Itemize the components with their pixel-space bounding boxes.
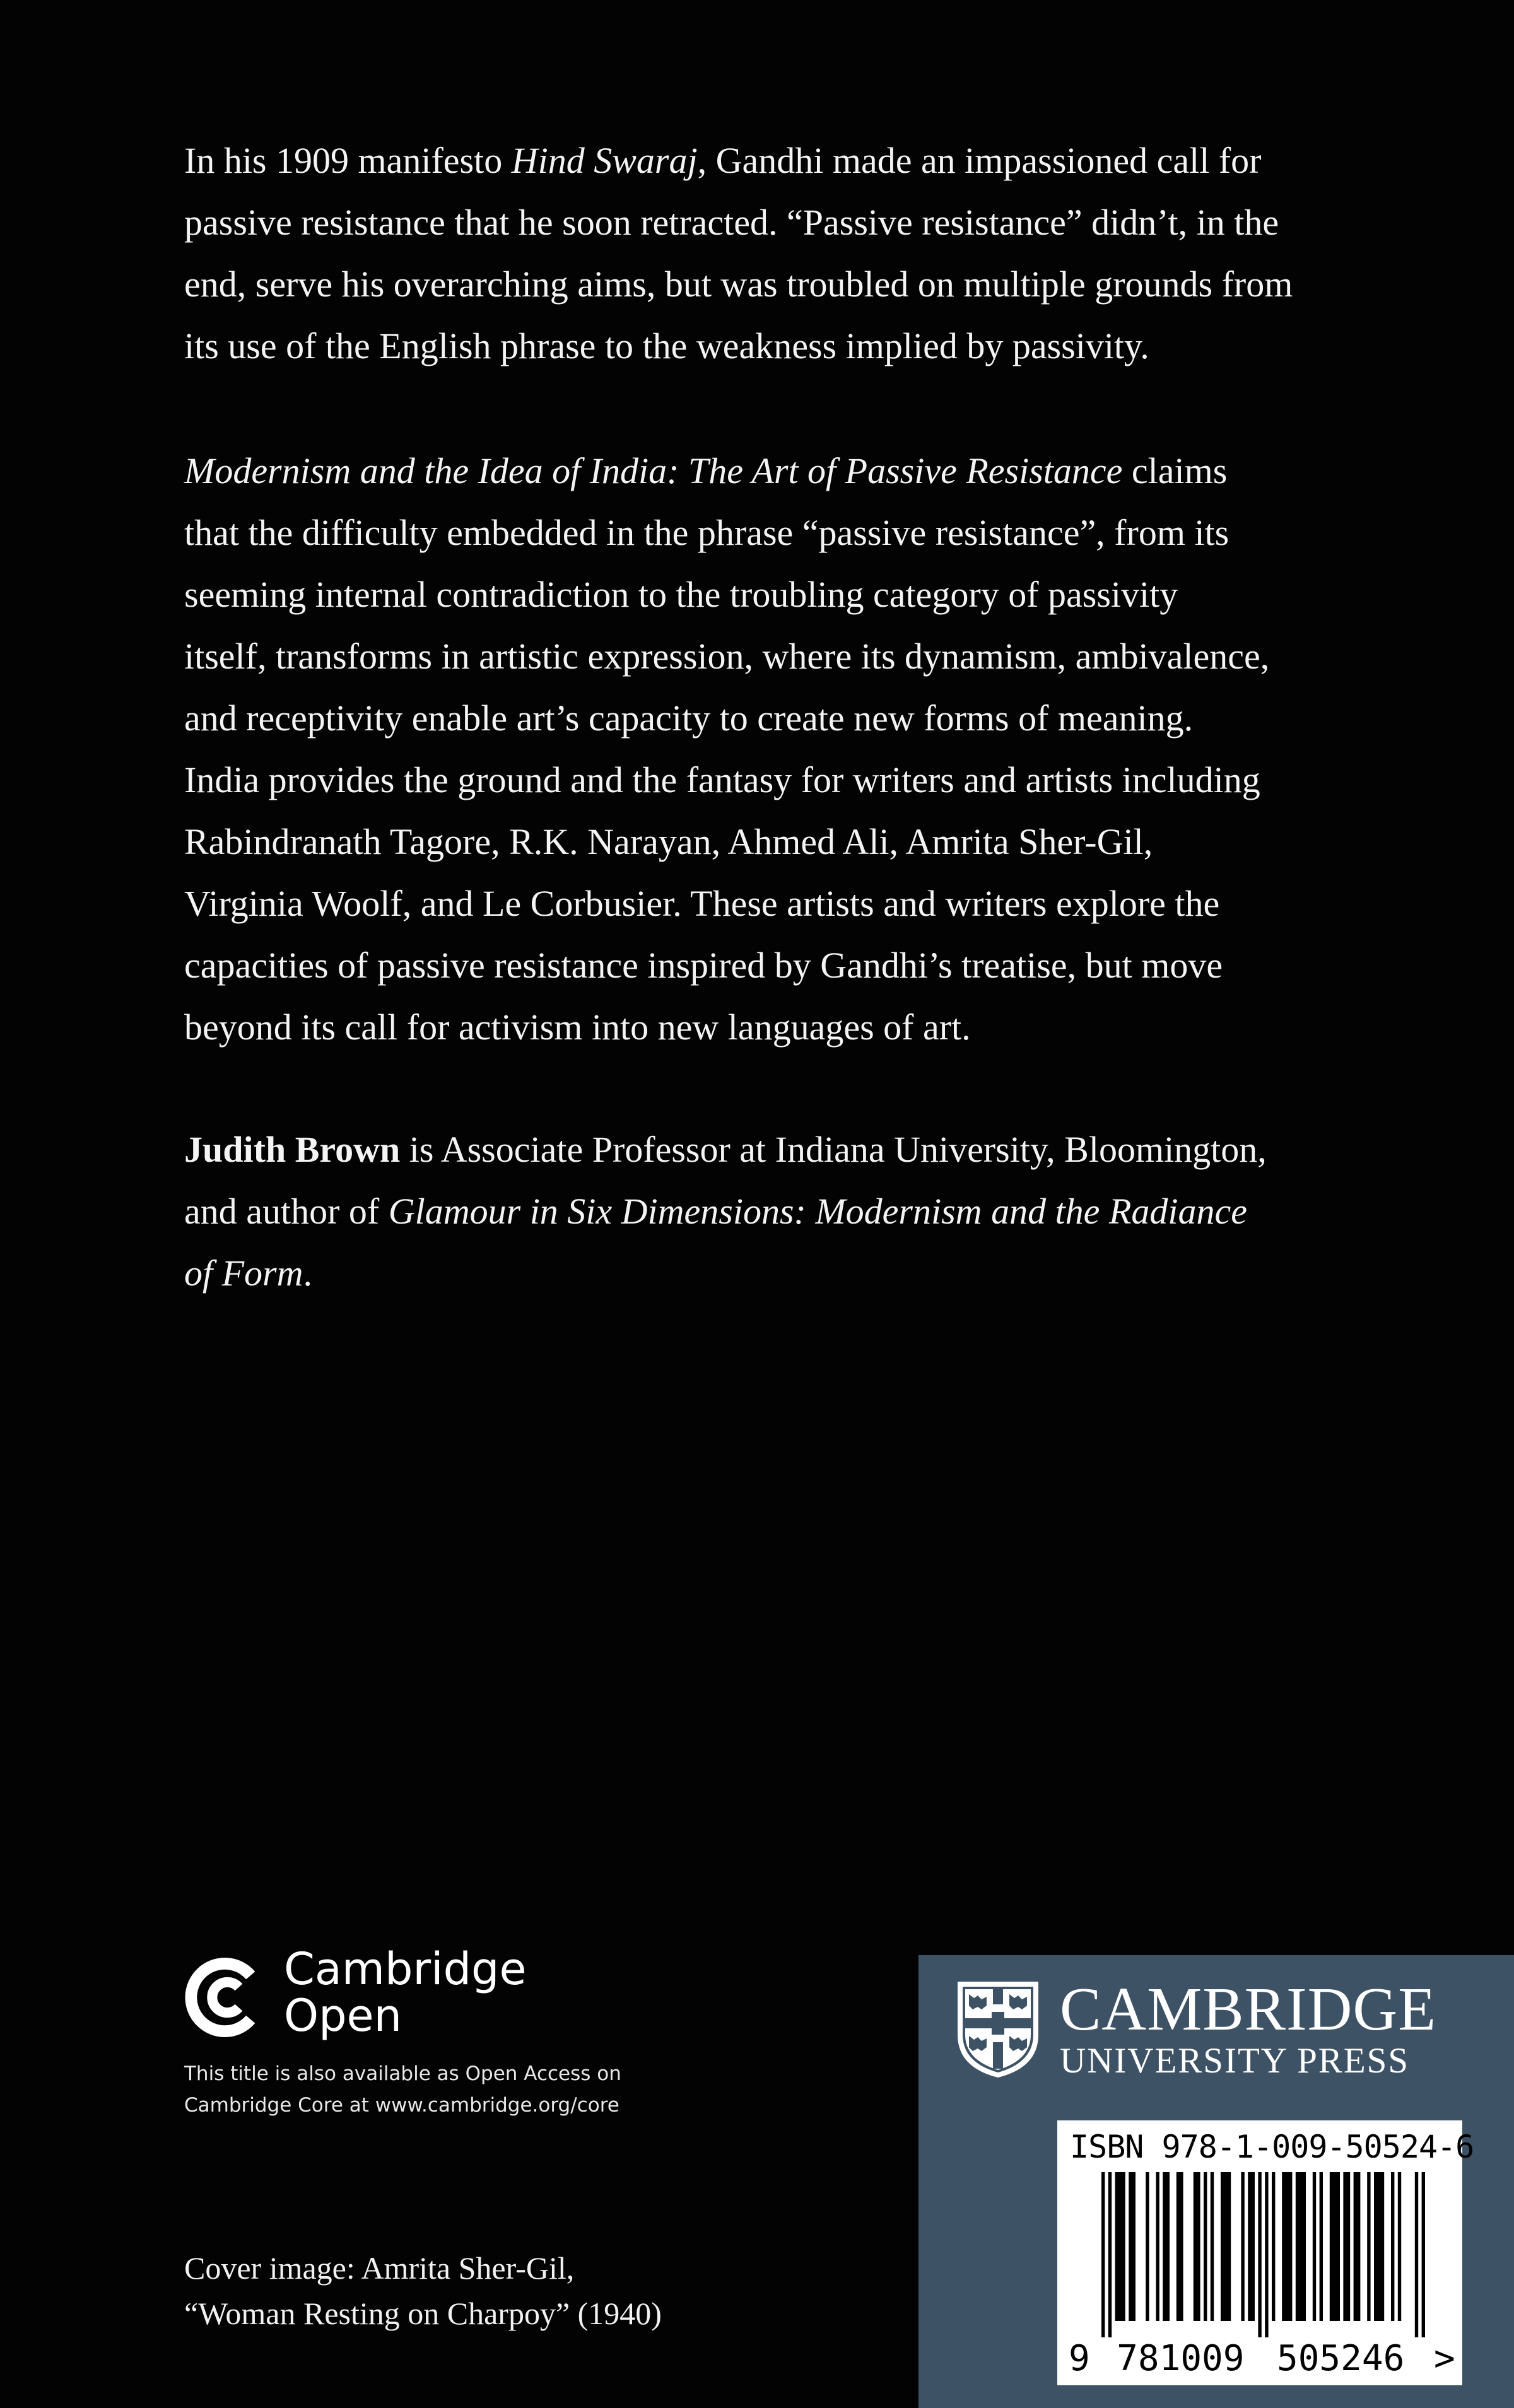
barcode-bar <box>1241 2172 1244 2321</box>
text-run: India provides the ground and the fantasy for writers and artists including <box>184 759 1260 800</box>
barcode-bar <box>1204 2172 1207 2321</box>
publisher-name-line1: CAMBRIDGE <box>1060 1975 1437 2043</box>
text-line <box>184 192 1414 254</box>
barcode-bar <box>1146 2172 1149 2321</box>
publisher-name <box>1060 1975 1437 2081</box>
text-run: Rabindranath Tagore, R.K. Narayan, Ahmed Ali, Amrita Sher-Gil, <box>184 821 1153 862</box>
barcode-bar <box>1248 2172 1255 2321</box>
barcode-bar <box>1320 2172 1323 2321</box>
barcode-bar <box>1221 2172 1231 2321</box>
cambridge-open-icon <box>183 1955 267 2040</box>
barcode-bar <box>1101 2172 1105 2337</box>
open-access-note-line2: Cambridge Core at www.cambridge.org/core <box>184 2094 619 2117</box>
text-run: its use of the English phrase to the weakness implied by passivity. <box>184 325 1149 366</box>
text-line <box>184 440 1414 502</box>
cambridge-open-line1: Cambridge <box>284 1943 527 1995</box>
text-run: passive resistance that he soon retracted. “Passive resistance” didn’t, in the <box>184 202 1279 243</box>
text-line <box>184 687 1414 749</box>
publisher-panel <box>918 1955 1514 2408</box>
text-run: claims <box>1122 450 1228 491</box>
barcode-digits-right: 505246 <box>1277 2338 1405 2379</box>
barcode-bar <box>1330 2172 1340 2321</box>
barcode-bar <box>1282 2172 1292 2321</box>
cambridge-open-wordmark <box>284 1943 527 2042</box>
barcode-bar <box>1115 2172 1125 2321</box>
open-access-note <box>184 2058 621 2121</box>
text-line <box>184 873 1414 935</box>
publisher-name-line2: UNIVERSITY PRESS <box>1060 2041 1410 2081</box>
text-line <box>184 749 1414 811</box>
barcode-bar <box>1265 2172 1268 2337</box>
text-line <box>184 564 1414 626</box>
barcode-bar <box>1398 2172 1401 2321</box>
barcode-bar <box>1108 2172 1112 2337</box>
barcode-bar <box>1354 2172 1361 2321</box>
barcode-bar <box>1129 2172 1136 2321</box>
barcode-bar <box>1374 2172 1384 2321</box>
barcode-bar <box>1313 2172 1316 2321</box>
text-line <box>184 254 1414 315</box>
text-line <box>184 315 1414 377</box>
text-line <box>184 1181 1414 1242</box>
italic-text: Glamour in Six Dimensions: Modernism and the Radiance <box>388 1191 1247 1232</box>
barcode-bar <box>1258 2172 1261 2337</box>
isbn-label: ISBN 978-1-009-50524-6 <box>1070 2129 1474 2165</box>
text-line <box>184 626 1414 687</box>
barcode-bar <box>1163 2172 1170 2321</box>
cambridge-crest-icon <box>955 1979 1041 2080</box>
italic-text: Modernism and the Idea of India: The Art of Passive Resistance <box>184 450 1123 491</box>
text-run: Virginia Woolf, and Le Corbusier. These artists and writers explore the <box>184 883 1220 924</box>
text-run: . <box>303 1253 312 1294</box>
text-line <box>184 1119 1414 1181</box>
barcode-bar <box>1391 2172 1394 2321</box>
text-line <box>184 130 1414 192</box>
barcode-bar <box>1296 2172 1306 2321</box>
cover-credit-line2: “Woman Resting on Charpoy” (1940) <box>184 2296 662 2331</box>
barcode-bar <box>1272 2172 1275 2321</box>
barcode-digits-left: 781009 <box>1117 2338 1245 2379</box>
barcode-bar <box>1156 2172 1159 2321</box>
text-line <box>184 811 1414 873</box>
text-run: and receptivity enable art’s capacity to create new forms of meaning. <box>184 698 1194 739</box>
cambridge-open-line2: Open <box>284 1990 402 2042</box>
barcode-quiet-mark: > <box>1434 2338 1455 2379</box>
cover-credit-line1: Cover image: Amrita Sher-Gil, <box>184 2250 575 2286</box>
barcode-bar <box>1367 2172 1370 2321</box>
description-paragraph-2 <box>184 440 1414 1058</box>
author-bio <box>184 1119 1414 1304</box>
isbn-barcode <box>1057 2120 1474 2385</box>
barcode-bar <box>1211 2172 1214 2321</box>
description-paragraph-1 <box>184 130 1414 377</box>
barcode-digit-lead: 9 <box>1069 2338 1090 2379</box>
barcode-bar <box>1415 2172 1418 2337</box>
text-line <box>184 935 1414 997</box>
text-line <box>184 502 1414 564</box>
text-run: that the difficulty embedded in the phrase “passive resistance”, from its <box>184 512 1229 553</box>
text-run: itself, transforms in artistic expression, where its dynamism, ambivalence, <box>184 636 1270 677</box>
text-run: , Gandhi made an impassioned call for <box>697 140 1262 181</box>
barcode-bar <box>1194 2172 1200 2321</box>
text-run: beyond its call for activism into new languages of art. <box>184 1007 971 1048</box>
italic-text: of Form <box>184 1253 303 1294</box>
text-run: is Associate Professor at Indiana University, Bloomington, <box>400 1129 1267 1170</box>
open-access-note-line1: This title is also available as Open Access on <box>184 2062 621 2085</box>
text-run: and author of <box>184 1191 389 1232</box>
text-line <box>184 1242 1414 1304</box>
barcode-bar <box>1177 2172 1183 2321</box>
cover-image-credit <box>184 2245 662 2336</box>
text-run: capacities of passive resistance inspired by Gandhi’s treatise, but move <box>184 945 1223 986</box>
barcode-bar <box>1343 2172 1350 2321</box>
barcode-bar <box>1422 2172 1425 2337</box>
bold-text: Judith Brown <box>184 1129 401 1170</box>
text-line <box>184 997 1414 1058</box>
text-run: In his 1909 manifesto <box>184 140 512 181</box>
text-run: seeming internal contradiction to the troubling category of passivity <box>184 574 1178 615</box>
text-run: end, serve his overarching aims, but was troubled on multiple grounds from <box>184 264 1293 305</box>
italic-text: Hind Swaraj <box>511 140 698 181</box>
